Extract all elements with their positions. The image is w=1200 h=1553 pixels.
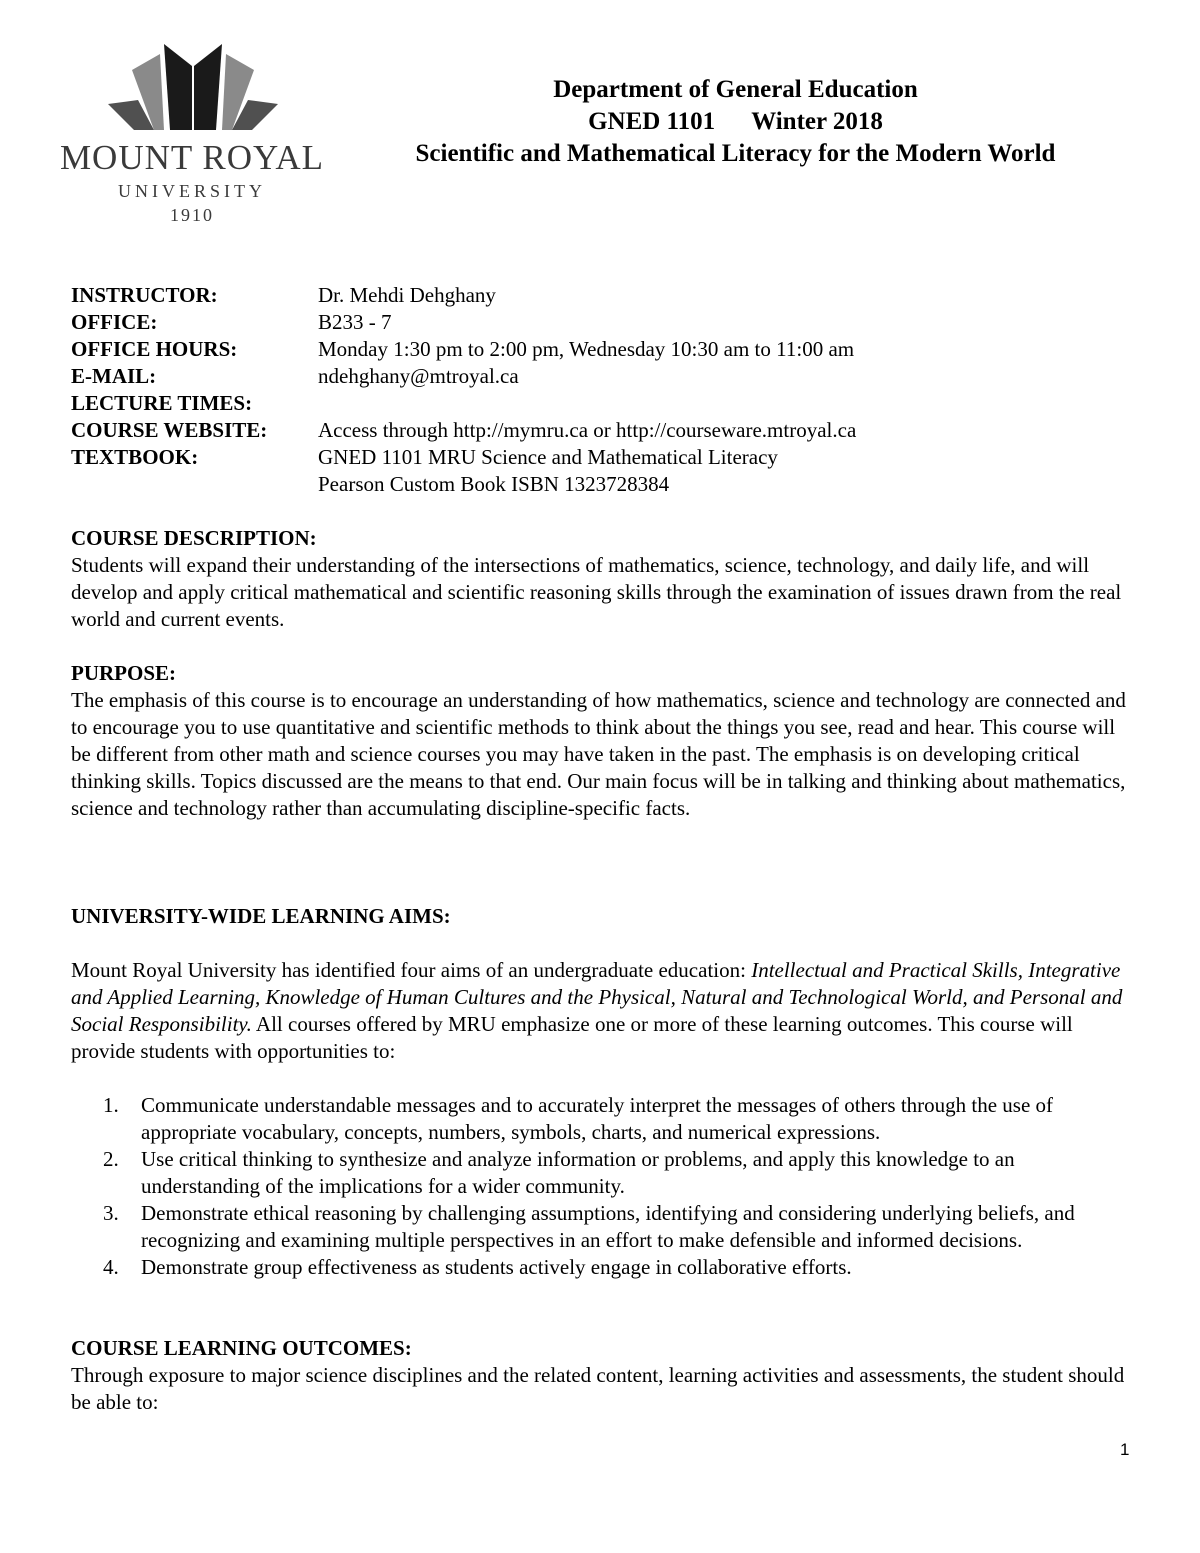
course-line xyxy=(383,106,1088,138)
section-heading: COURSE DESCRIPTION: xyxy=(71,526,317,550)
course-term: Winter 2018 xyxy=(751,108,883,135)
list-item xyxy=(71,1254,1131,1281)
list-number: 2. xyxy=(103,1147,119,1171)
learning-outcomes-section xyxy=(71,1335,1131,1416)
course-info-table xyxy=(71,282,856,498)
list-number: 3. xyxy=(103,1201,119,1225)
list-text: Demonstrate group effectiveness as students actively engage in collaborative efforts. xyxy=(141,1255,852,1279)
info-value: GNED 1101 MRU Science and Mathematical Literacy xyxy=(318,445,778,469)
info-label: LECTURE TIMES: xyxy=(71,391,253,415)
aims-intro xyxy=(71,957,1131,1065)
info-label: TEXTBOOK: xyxy=(71,445,199,469)
aims-intro-end: All courses offered by MRU emphasize one or more of these learning outcomes. This course will provide students with opportunities to: xyxy=(71,1012,1073,1063)
info-row xyxy=(71,444,856,471)
maple-leaf-icon xyxy=(108,44,278,132)
aims-intro-italic: Intellectual and Practical Skills, Integrative and Applied Learning, Knowledge of Human Cultures and the Physical, Natural and Technological World, and Personal and Social Responsibility. xyxy=(71,958,1123,1036)
info-row xyxy=(71,363,856,390)
info-row xyxy=(71,471,856,498)
list-text: Use critical thinking to synthesize and analyze information or problems, and apply this knowledge to an understanding of the implications for a wider community. xyxy=(141,1147,1015,1198)
section-text: The emphasis of this course is to encourage an understanding of how mathematics, science and technology are connected and to encourage you to use quantitative and scientific methods to think about the things you see, read and hear. This course will be different from other math and science courses you may have taken in the past. The emphasis is on developing critical thinking skills. Topics discussed are the means to that end. Our main focus will be in talking and thinking about mathematics, science and technology rather than accumulating discipline-specific facts. xyxy=(71,688,1126,820)
info-value: Pearson Custom Book ISBN 1323728384 xyxy=(318,472,670,496)
info-value: Monday 1:30 pm to 2:00 pm, Wednesday 10:30 am to 11:00 am xyxy=(318,337,855,361)
logo-wordmark: MOUNT ROYAL xyxy=(59,138,325,177)
section-heading: PURPOSE: xyxy=(71,661,176,685)
section-text: Students will expand their understanding of the intersections of mathematics, science, technology, and daily life, and will develop and apply critical mathematical and scientific reasoning skills through the examination of issues drawn from the real world and current events. xyxy=(71,553,1122,631)
list-text: Demonstrate ethical reasoning by challenging assumptions, identifying and considering underlying beliefs, and recognizing and examining multiple perspectives in an effort to make defensible and informed decisions. xyxy=(141,1201,1075,1252)
department-title: Department of General Education xyxy=(553,76,918,103)
section-text: Through exposure to major science disciplines and the related content, learning activities and assessments, the student should be able to: xyxy=(71,1363,1125,1414)
list-number: 1. xyxy=(103,1093,119,1117)
info-label: OFFICE HOURS: xyxy=(71,337,238,361)
aims-list xyxy=(71,1092,1131,1281)
list-text: Communicate understandable messages and to accurately interpret the messages of others through the use of appropriate vocabulary, concepts, numbers, symbols, charts, and numerical expressions. xyxy=(141,1093,1054,1144)
logo-year: 1910 xyxy=(170,205,214,225)
info-label xyxy=(71,471,318,498)
info-label: INSTRUCTOR: xyxy=(71,283,218,307)
list-number: 4. xyxy=(103,1255,119,1279)
list-item xyxy=(71,1092,1131,1146)
course-title: Scientific and Mathematical Literacy for the Modern World xyxy=(415,140,1056,167)
info-value: B233 - 7 xyxy=(318,310,392,334)
page-number: 1 xyxy=(1120,1440,1130,1459)
info-value: Dr. Mehdi Dehghany xyxy=(318,283,496,307)
info-row xyxy=(71,309,856,336)
info-label: E-MAIL: xyxy=(71,364,157,388)
info-row xyxy=(71,417,856,444)
website-value[interactable]: Access through http://mymru.ca or http://courseware.mtroyal.ca xyxy=(318,418,857,442)
info-row xyxy=(71,282,856,309)
info-row xyxy=(71,336,856,363)
document-header xyxy=(383,74,1088,170)
section-heading: UNIVERSITY-WIDE LEARNING AIMS: xyxy=(71,904,451,928)
university-logo xyxy=(56,44,328,224)
list-item xyxy=(71,1200,1131,1254)
logo-subtitle: UNIVERSITY xyxy=(118,181,266,201)
info-row xyxy=(71,390,856,417)
info-label: OFFICE: xyxy=(71,310,158,334)
course-code: GNED 1101 xyxy=(588,108,716,135)
info-label: COURSE WEBSITE: xyxy=(71,418,268,442)
course-description-section xyxy=(71,525,1131,633)
purpose-section xyxy=(71,660,1131,822)
learning-aims-section xyxy=(71,903,1131,1281)
list-item xyxy=(71,1146,1131,1200)
aims-intro-start: Mount Royal University has identified four aims of an undergraduate education: xyxy=(71,958,752,982)
email-address[interactable]: ndehghany@mtroyal.ca xyxy=(318,364,519,388)
section-heading: COURSE LEARNING OUTCOMES: xyxy=(71,1336,412,1360)
